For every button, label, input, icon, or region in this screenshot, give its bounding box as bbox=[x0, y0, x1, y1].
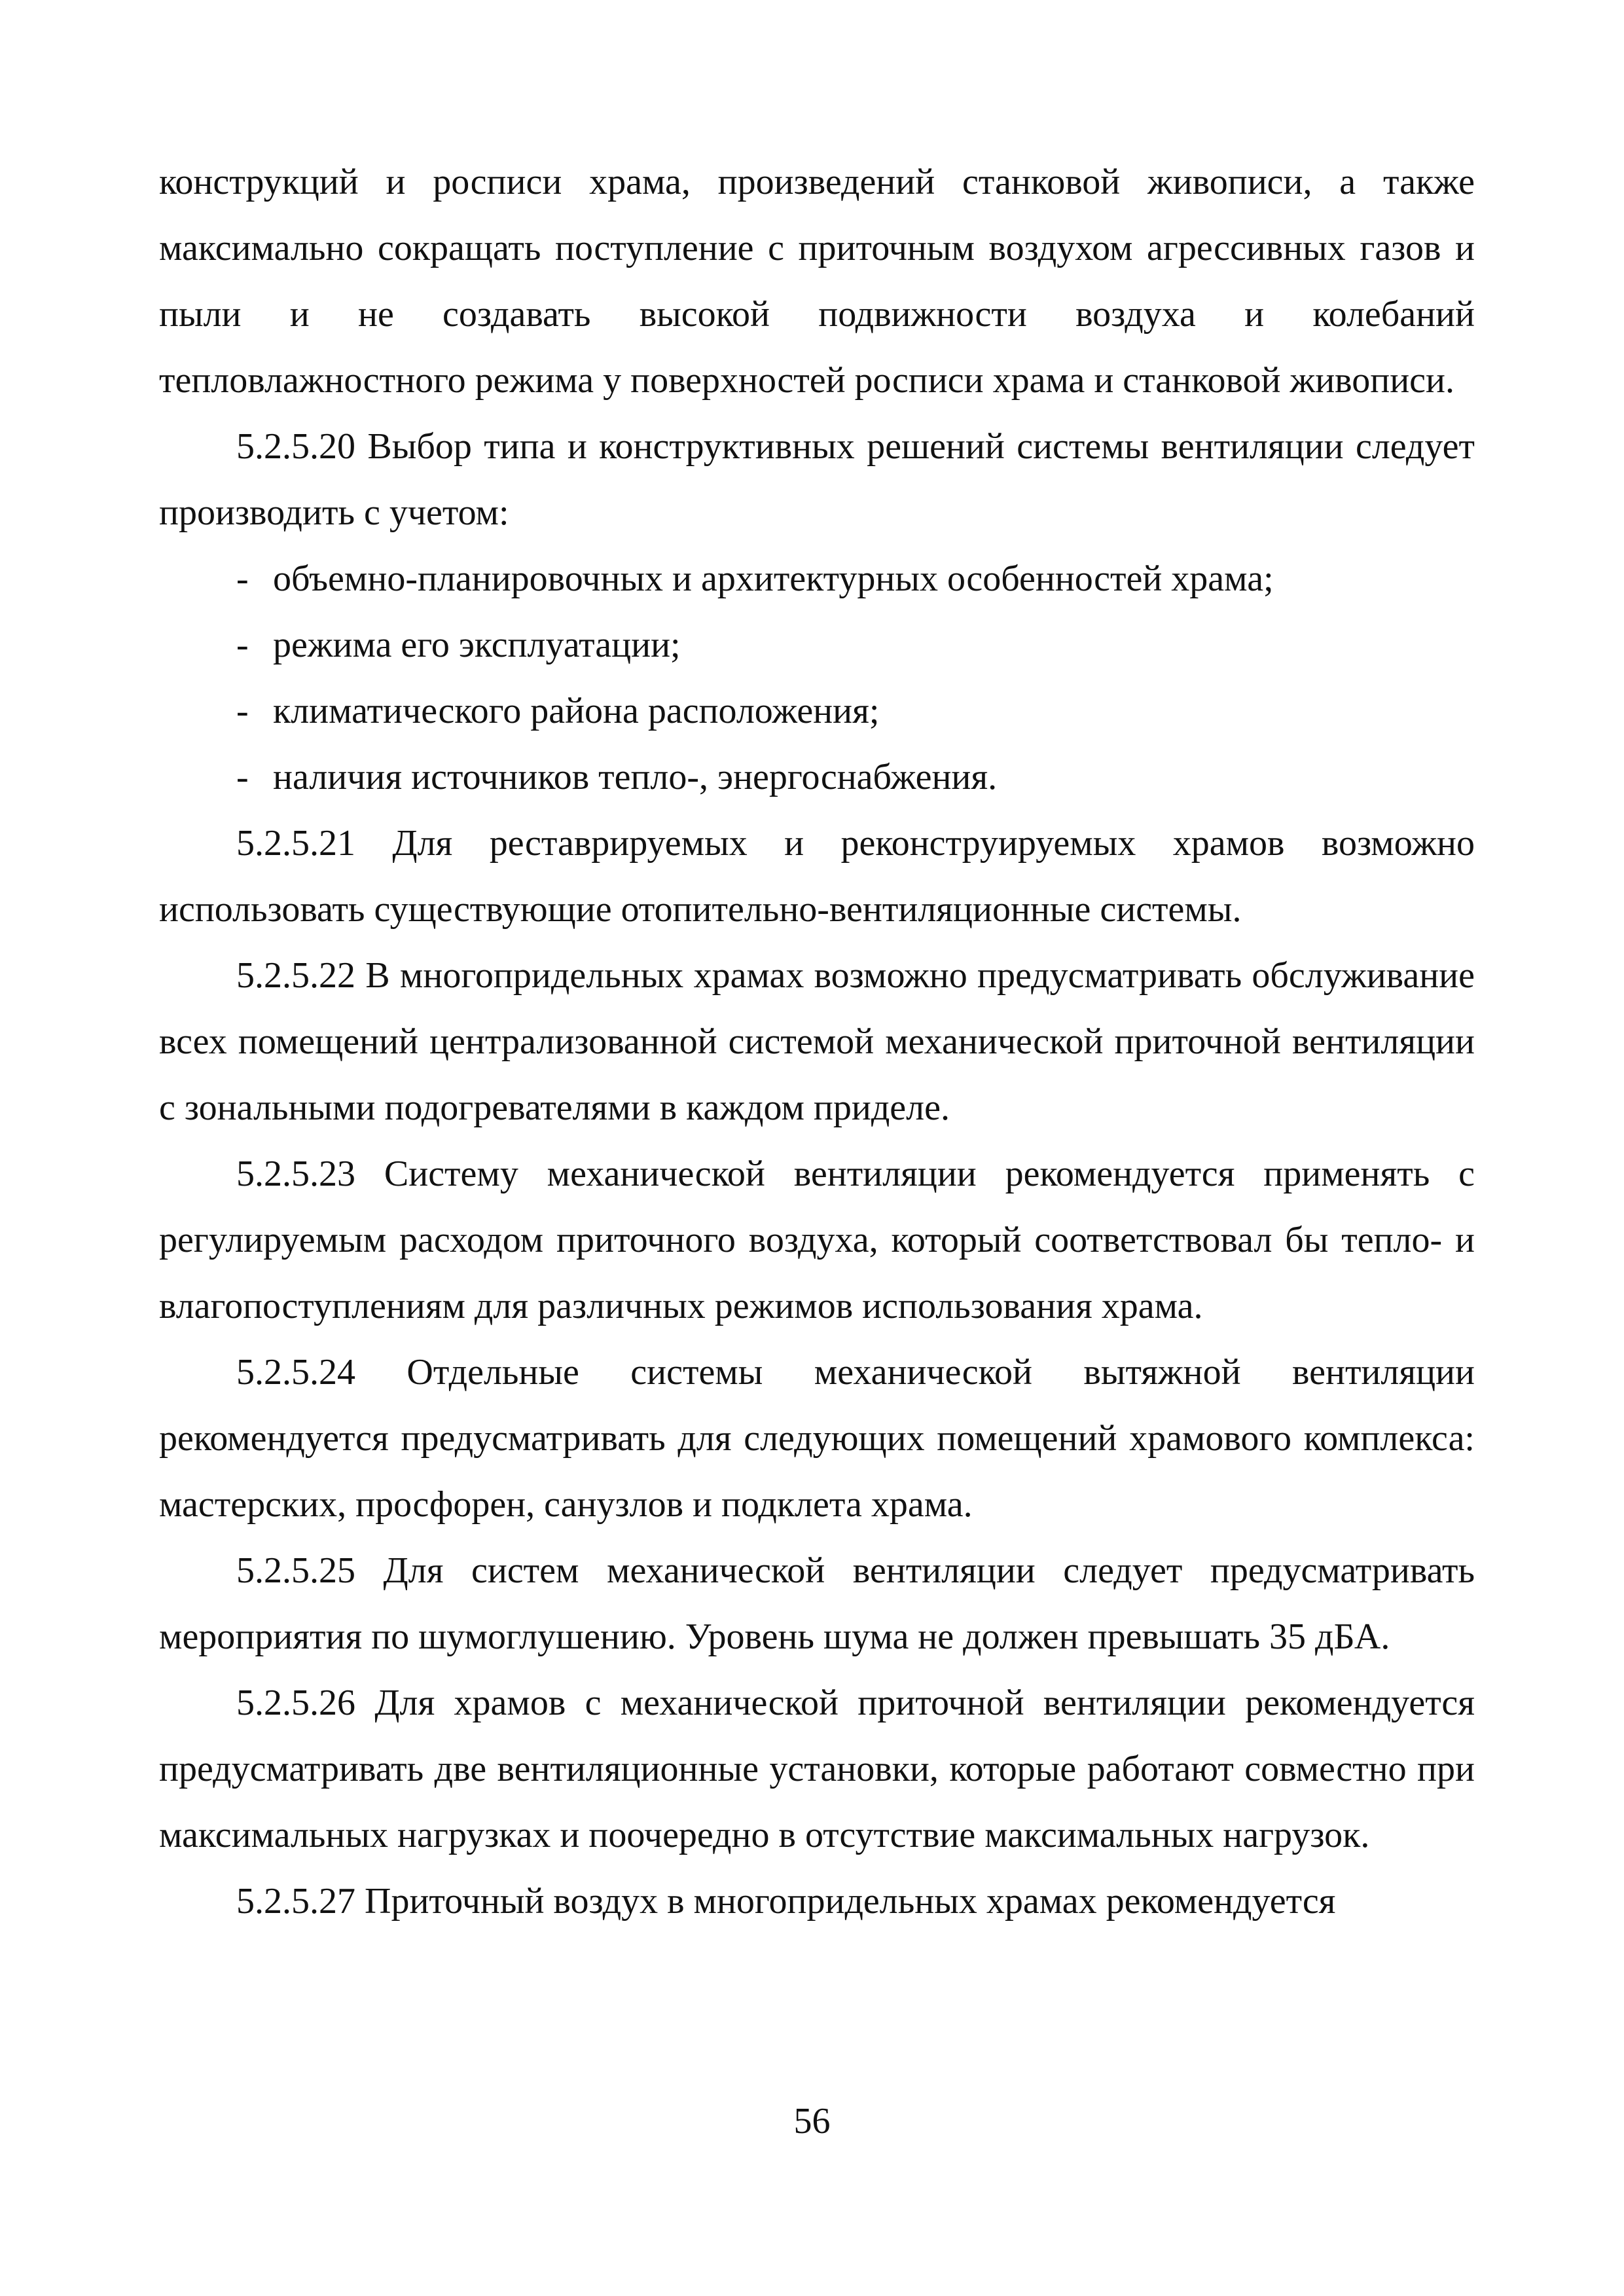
page-body bbox=[159, 149, 1475, 1935]
list-marker: - bbox=[236, 558, 249, 599]
list-item-text: режима его эксплуатации; bbox=[273, 625, 681, 665]
paragraph-5-2-5-23: 5.2.5.23 Систему механической вентиляции рекомендуется применять с регулируемым расходом приточного воздуха, который соответствовал бы тепло- и влагопоступлениям для различных режимов использования храма. bbox=[159, 1154, 1475, 1326]
paragraph-5-2-5-24: 5.2.5.24 Отдельные системы механической вытяжной вентиляции рекомендуется предусматривать для следующих помещений храмового комплекса: мастерских, просфорен, санузлов и подклета храма. bbox=[159, 1352, 1475, 1525]
list-item-text: климатического района расположения; bbox=[273, 691, 880, 731]
list-item bbox=[159, 744, 1475, 811]
paragraph-5-2-5-27: 5.2.5.27 Приточный воздух в многопридельных храмах рекомендуется bbox=[236, 1881, 1336, 1922]
paragraph-5-2-5-26: 5.2.5.26 Для храмов с механической приточной вентиляции рекомендуется предусматривать две вентиляционные установки, которые работают совместно при максимальных нагрузках и поочередно в отсутствие максимальных нагрузок. bbox=[159, 1683, 1475, 1855]
list-item bbox=[159, 678, 1475, 744]
paragraph-5-2-5-25: 5.2.5.25 Для систем механической вентиляции следует предусматривать мероприятия по шумоглушению. Уровень шума не должен превышать 35 дБА. bbox=[159, 1550, 1475, 1657]
list-item-text: объемно-планировочных и архитектурных особенностей храма; bbox=[273, 558, 1274, 599]
list-marker: - bbox=[236, 625, 249, 665]
list-item-text: наличия источников тепло-, энергоснабжения. bbox=[273, 757, 998, 797]
paragraph-5-2-5-20: 5.2.5.20 Выбор типа и конструктивных решений системы вентиляции следует производить с учетом: bbox=[159, 426, 1475, 533]
list-item bbox=[159, 612, 1475, 678]
list-marker: - bbox=[236, 691, 249, 731]
paragraph-5-2-5-21: 5.2.5.21 Для реставрируемых и реконструируемых храмов возможно использовать существующие отопительно-вентиляционные системы. bbox=[159, 823, 1475, 930]
list-marker: - bbox=[236, 757, 249, 797]
list-item bbox=[159, 546, 1475, 612]
page-number: 56 bbox=[793, 2101, 831, 2141]
paragraph-continuation: конструкций и росписи храма, произведений станковой живописи, а также максимально сокращать поступление с приточным воздухом агрессивных газов и пыли и не создавать высокой подвижности воздуха и колебаний тепловлажностного режима у поверхностей росписи храма и станковой живописи. bbox=[159, 162, 1475, 401]
paragraph-5-2-5-22: 5.2.5.22 В многопридельных храмах возможно предусматривать обслуживание всех помещений централизованной системой механической приточной вентиляции с зональными подогревателями в каждом приделе. bbox=[159, 955, 1475, 1128]
